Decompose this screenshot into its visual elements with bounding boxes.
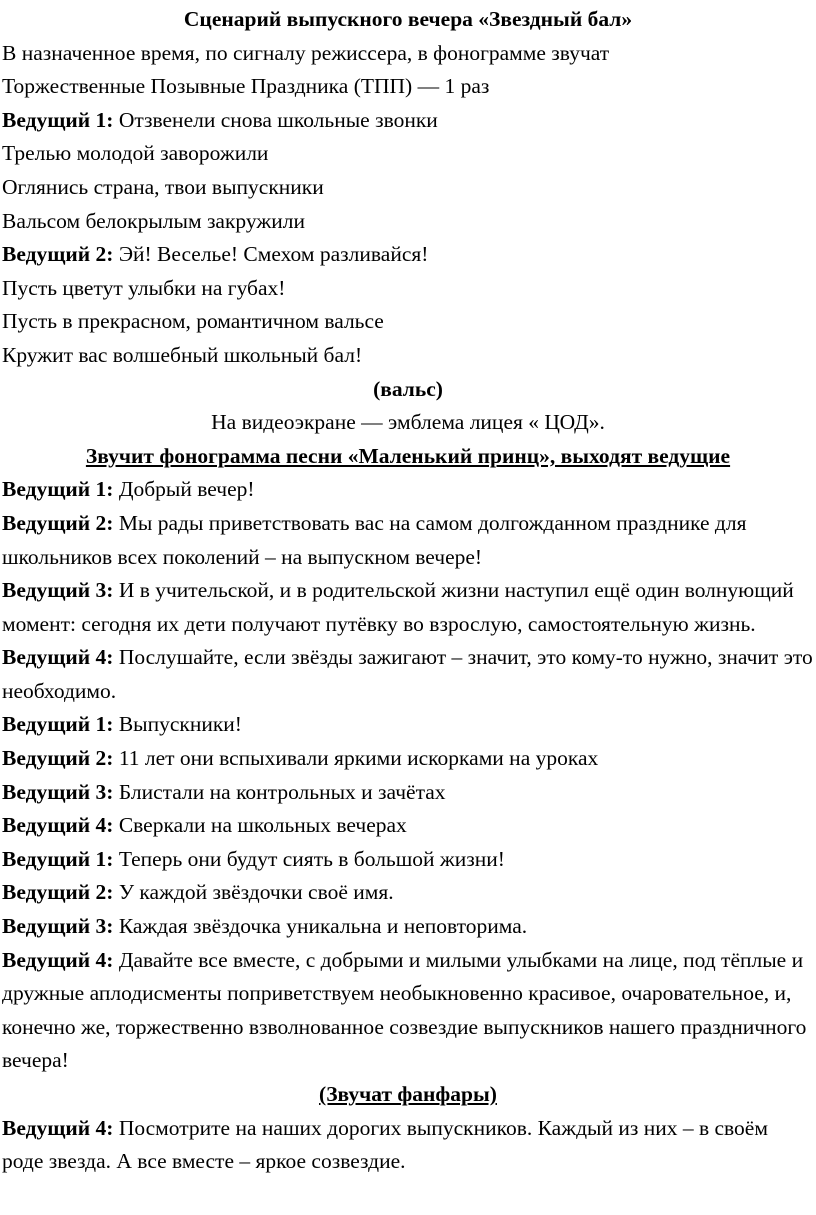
speaker-label: Ведущий 2: — [2, 242, 114, 267]
verse-text: Эй! Веселье! Смехом разливайся! — [118, 242, 429, 267]
dialogue-text: Теперь они будут сиять в большой жизни! — [118, 846, 505, 871]
dialogue-paragraph — [2, 708, 814, 742]
dialogue-paragraph — [2, 876, 814, 910]
dialogue-paragraph — [2, 473, 814, 507]
speaker-label: Ведущий 3: — [2, 779, 114, 804]
dialogue-text: И в учительской, и в родительской жизни наступил ещё один волнующий момент: сегодня их дети получают путёвку во взрослую, самостоятельную жизнь. — [2, 578, 794, 636]
dialogue-text: Посмотрите на наших дорогих выпускников. Каждый из них – в своём роде звезда. А все вместе – яркое созвездие. — [2, 1115, 768, 1174]
verse-text: Отзвенели снова школьные звонки — [118, 107, 438, 132]
dialogue-paragraph — [2, 809, 814, 843]
speaker-label: Ведущий 2: — [2, 880, 114, 905]
speaker-label: Ведущий 1: — [2, 846, 114, 871]
verse-line: Вальсом белокрылым закружили — [2, 208, 305, 233]
verse-line — [2, 104, 814, 138]
dialogue-text: Давайте все вместе, с добрыми и милыми улыбками на лице, под тёплые и дружные аплодисменты поприветствуем необыкновенно красивое, очаровательное, и, конечно же, торжественно взволнованное созвездие выпускников нашего праздничного вечера! — [2, 947, 807, 1073]
dialogue-text: Выпускники! — [118, 712, 242, 737]
verse-line: Трелью молодой заворожили — [2, 141, 269, 166]
document-title: Сценарий выпускного вечера «Звездный бал» — [183, 7, 633, 31]
dialogue-block — [2, 473, 814, 1078]
dialogue-paragraph — [2, 507, 814, 574]
dialogue-paragraph — [2, 1112, 814, 1179]
verse-line — [2, 238, 814, 272]
speaker-label: Ведущий 1: — [2, 712, 114, 737]
stage-direction-video: На видеоэкране — эмблема лицея « ЦОД». — [211, 410, 605, 435]
speaker-label: Ведущий 2: — [2, 746, 114, 771]
intro-line: Торжественные Позывные Праздника (ТПП) — 1 раз — [2, 74, 490, 99]
dialogue-paragraph — [2, 742, 814, 776]
dialogue-text: Блистали на контрольных и зачётах — [118, 779, 446, 804]
intro-line: В назначенное время, по сигналу режиссера, в фонограмме звучат — [2, 40, 610, 65]
dialogue-paragraph — [2, 843, 814, 877]
dialogue-text: 11 лет они вспыхивали яркими искорками на уроках — [118, 746, 599, 771]
dialogue-text: Сверкали на школьных вечерах — [118, 813, 407, 838]
speaker-label: Ведущий 4: — [2, 1115, 114, 1140]
speaker-label: Ведущий 3: — [2, 914, 114, 939]
verse-line: Пусть в прекрасном, романтичном вальсе — [2, 309, 384, 334]
dialogue-text: Добрый вечер! — [118, 477, 255, 502]
verse-line: Пусть цветут улыбки на губах! — [2, 275, 286, 300]
speaker-label: Ведущий 3: — [2, 578, 114, 603]
dialogue-text: Послушайте, если звёзды зажигают – значит, это кому-то нужно, значит это необходимо. — [2, 645, 813, 703]
dialogue-paragraph — [2, 574, 814, 641]
dialogue-paragraph — [2, 641, 814, 708]
verse-line: Кружит вас волшебный школьный бал! — [2, 342, 363, 367]
verse-line: Оглянись страна, твои выпускники — [2, 174, 324, 199]
dialogue-paragraph — [2, 776, 814, 810]
speaker-label: Ведущий 1: — [2, 107, 114, 132]
speaker-label: Ведущий 1: — [2, 477, 114, 502]
stage-direction-song: Звучит фонограмма песни «Маленький принц», выходят ведущие — [85, 443, 731, 468]
speaker-label: Ведущий 2: — [2, 510, 114, 535]
stage-direction-fanfare: (Звучат фанфары) — [319, 1082, 497, 1106]
dialogue-paragraph — [2, 910, 814, 944]
speaker-label: Ведущий 4: — [2, 813, 114, 838]
speaker-label: Ведущий 4: — [2, 947, 114, 972]
dialogue-text: У каждой звёздочки своё имя. — [118, 880, 394, 905]
stage-direction-waltz: (вальс) — [373, 376, 443, 401]
dialogue-paragraph — [2, 944, 814, 1078]
dialogue-text: Каждая звёздочка уникальна и неповторима. — [118, 914, 528, 939]
dialogue-text: Мы рады приветствовать вас на самом долгожданном празднике для школьников всех поколений – на выпускном вечере! — [2, 510, 747, 569]
speaker-label: Ведущий 4: — [2, 645, 114, 670]
